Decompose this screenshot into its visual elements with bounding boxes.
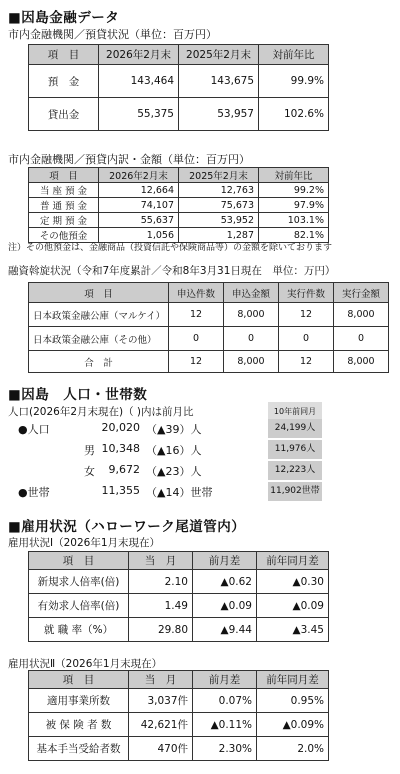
cell-value: 74,107 — [99, 198, 179, 213]
table-row — [29, 570, 329, 594]
table-row — [29, 213, 329, 228]
population-male-value: 10,348 — [101, 442, 140, 455]
cell-value: 2.0% — [257, 737, 329, 761]
deposit-breakdown-table — [28, 167, 329, 243]
cell-value: 12,664 — [99, 183, 179, 198]
row-label: 被 保 険 者 数 — [29, 713, 129, 737]
households-diff: （▲14）世帯 — [146, 486, 213, 499]
header-cell: 対前年比 — [259, 168, 329, 183]
cell-value: 8,000 — [334, 351, 389, 373]
header-cell: 項 目 — [29, 283, 169, 303]
cell-value: ▲3.45 — [257, 618, 329, 642]
loan-mediation-subtitle: 融資斡旋状況（令和7年度累計／令和8年3月31日現在 単位：万円） — [8, 265, 336, 277]
row-label: 有効求人倍率(倍) — [29, 594, 129, 618]
header-cell: 前月差 — [193, 671, 257, 689]
cell-value: 0.95% — [257, 689, 329, 713]
cell-value: 102.6% — [259, 98, 329, 131]
header-cell: 2026年2月末 — [99, 168, 179, 183]
cell-value: 8,000 — [334, 303, 389, 327]
cell-value: 75,673 — [179, 198, 259, 213]
cell-value: 55,375 — [99, 98, 179, 131]
table-row — [29, 98, 329, 131]
deposit-breakdown-subtitle: 市内金融機関／預貸内訳・金額（単位：百万円） — [8, 153, 250, 166]
row-label: 日本政策金融公庫（マルケイ） — [29, 303, 169, 327]
header-cell: 2025年2月末 — [179, 45, 259, 65]
deposit-loan-table — [28, 44, 329, 131]
header-cell: 項 目 — [29, 45, 99, 65]
row-label: 適用事業所数 — [29, 689, 129, 713]
header-cell: 当 月 — [129, 671, 193, 689]
deposit-loan-subtitle: 市内金融機関／預貸状況（単位：百万円） — [8, 28, 217, 41]
cell-value: 470件 — [129, 737, 193, 761]
table-header-row — [29, 45, 329, 65]
header-cell: 実行件数 — [279, 283, 334, 303]
cell-value: 99.9% — [259, 65, 329, 98]
row-label: 新規求人倍率(倍) — [29, 570, 129, 594]
header-cell: 前月差 — [193, 552, 257, 570]
cell-value: 99.2% — [259, 183, 329, 198]
population-total-prev: 24,199人 — [268, 419, 322, 439]
cell-value: 82.1% — [259, 228, 329, 243]
header-cell: 申込件数 — [169, 283, 224, 303]
row-label: その他預金 — [29, 228, 99, 243]
table-header-row — [29, 283, 389, 303]
cell-value: 2.30% — [193, 737, 257, 761]
population-female-prev: 12,223人 — [268, 461, 322, 481]
header-cell: 対前年比 — [259, 45, 329, 65]
population-female-label: 女 — [84, 465, 95, 478]
cell-value: 8,000 — [224, 303, 279, 327]
cell-value: ▲0.30 — [257, 570, 329, 594]
cell-value: 42,621件 — [129, 713, 193, 737]
population-total-label: ●人口 — [18, 423, 50, 436]
population-subtitle: 人口(2026年2月末現在)（ )内は前月比 — [8, 406, 194, 418]
employment-2-subtitle: 雇用状況Ⅱ（2026年1月末現在） — [8, 658, 163, 670]
cell-value: 0 — [224, 327, 279, 351]
header-cell: 申込金額 — [224, 283, 279, 303]
header-cell: 項 目 — [29, 671, 129, 689]
section-title-population: ■因島 人口・世帯数 — [8, 387, 148, 403]
employment-1-subtitle: 雇用状況Ⅰ（2026年1月末現在） — [8, 537, 160, 549]
cell-value: 53,952 — [179, 213, 259, 228]
table-row — [29, 713, 329, 737]
cell-value: 0 — [279, 327, 334, 351]
population-total-diff: （▲39）人 — [146, 423, 202, 436]
cell-value: 97.9% — [259, 198, 329, 213]
cell-value: ▲0.09% — [257, 713, 329, 737]
cell-value: 8,000 — [224, 351, 279, 373]
deposit-note: 注）その他預金は、金融商品（投資信託や保険商品等）の金額を除いております — [8, 243, 333, 253]
cell-value: ▲0.09 — [193, 594, 257, 618]
table-header-row — [29, 168, 329, 183]
table-row — [29, 327, 389, 351]
ten-years-ago-header: 10年前同月 — [268, 402, 322, 422]
table-header-row — [29, 671, 329, 689]
cell-value: ▲0.11% — [193, 713, 257, 737]
header-cell: 前年同月差 — [257, 671, 329, 689]
employment-1-table — [28, 551, 329, 642]
employment-2-table — [28, 670, 329, 761]
population-male-prev: 11,976人 — [268, 440, 322, 460]
cell-value: 0 — [169, 327, 224, 351]
row-label: 当 座 預 金 — [29, 183, 99, 198]
cell-value: ▲9.44 — [193, 618, 257, 642]
header-cell: 2026年2月末 — [99, 45, 179, 65]
cell-value: 12 — [169, 351, 224, 373]
section-title-finance: ■因島金融データ — [8, 10, 120, 26]
row-label: 預 金 — [29, 65, 99, 98]
households-label: ●世帯 — [18, 486, 50, 499]
table-row — [29, 303, 389, 327]
cell-value: ▲0.62 — [193, 570, 257, 594]
cell-value: 0 — [334, 327, 389, 351]
cell-value: 143,464 — [99, 65, 179, 98]
population-female-diff: （▲23）人 — [146, 465, 202, 478]
row-label: 貸出金 — [29, 98, 99, 131]
cell-value: 12 — [169, 303, 224, 327]
cell-value: 103.1% — [259, 213, 329, 228]
cell-value: 1.49 — [129, 594, 193, 618]
cell-value: 53,957 — [179, 98, 259, 131]
table-row — [29, 689, 329, 713]
section-title-employment: ■雇用状況（ハローワーク尾道管内） — [8, 519, 246, 535]
row-label: 基本手当受給者数 — [29, 737, 129, 761]
header-cell: 項 目 — [29, 552, 129, 570]
table-row — [29, 618, 329, 642]
population-male-label: 男 — [84, 444, 95, 457]
table-header-row — [29, 552, 329, 570]
cell-value: ▲0.09 — [257, 594, 329, 618]
row-label: 合 計 — [29, 351, 169, 373]
header-cell: 項 目 — [29, 168, 99, 183]
cell-value: 12 — [279, 303, 334, 327]
cell-value: 1,287 — [179, 228, 259, 243]
households-prev: 11,902世帯 — [268, 482, 322, 502]
header-cell: 当 月 — [129, 552, 193, 570]
cell-value: 12 — [279, 351, 334, 373]
cell-value: 0.07% — [193, 689, 257, 713]
row-label: 普 通 預 金 — [29, 198, 99, 213]
header-cell: 2025年2月末 — [179, 168, 259, 183]
row-label: 定 期 預 金 — [29, 213, 99, 228]
table-row — [29, 594, 329, 618]
households-value: 11,355 — [101, 484, 140, 497]
row-label: 就 職 率（%） — [29, 618, 129, 642]
population-male-diff: （▲16）人 — [146, 444, 202, 457]
table-total-row — [29, 351, 389, 373]
cell-value: 3,037件 — [129, 689, 193, 713]
table-row — [29, 183, 329, 198]
loan-mediation-table — [28, 282, 389, 373]
cell-value: 2.10 — [129, 570, 193, 594]
table-row — [29, 737, 329, 761]
cell-value: 12,763 — [179, 183, 259, 198]
header-cell: 前年同月差 — [257, 552, 329, 570]
row-label: 日本政策金融公庫（その他） — [29, 327, 169, 351]
population-total-value: 20,020 — [101, 421, 140, 434]
cell-value: 29.80 — [129, 618, 193, 642]
header-cell: 実行金額 — [334, 283, 389, 303]
cell-value: 55,637 — [99, 213, 179, 228]
population-female-value: 9,672 — [108, 463, 140, 476]
cell-value: 143,675 — [179, 65, 259, 98]
cell-value: 1,056 — [99, 228, 179, 243]
table-row — [29, 198, 329, 213]
table-row — [29, 65, 329, 98]
